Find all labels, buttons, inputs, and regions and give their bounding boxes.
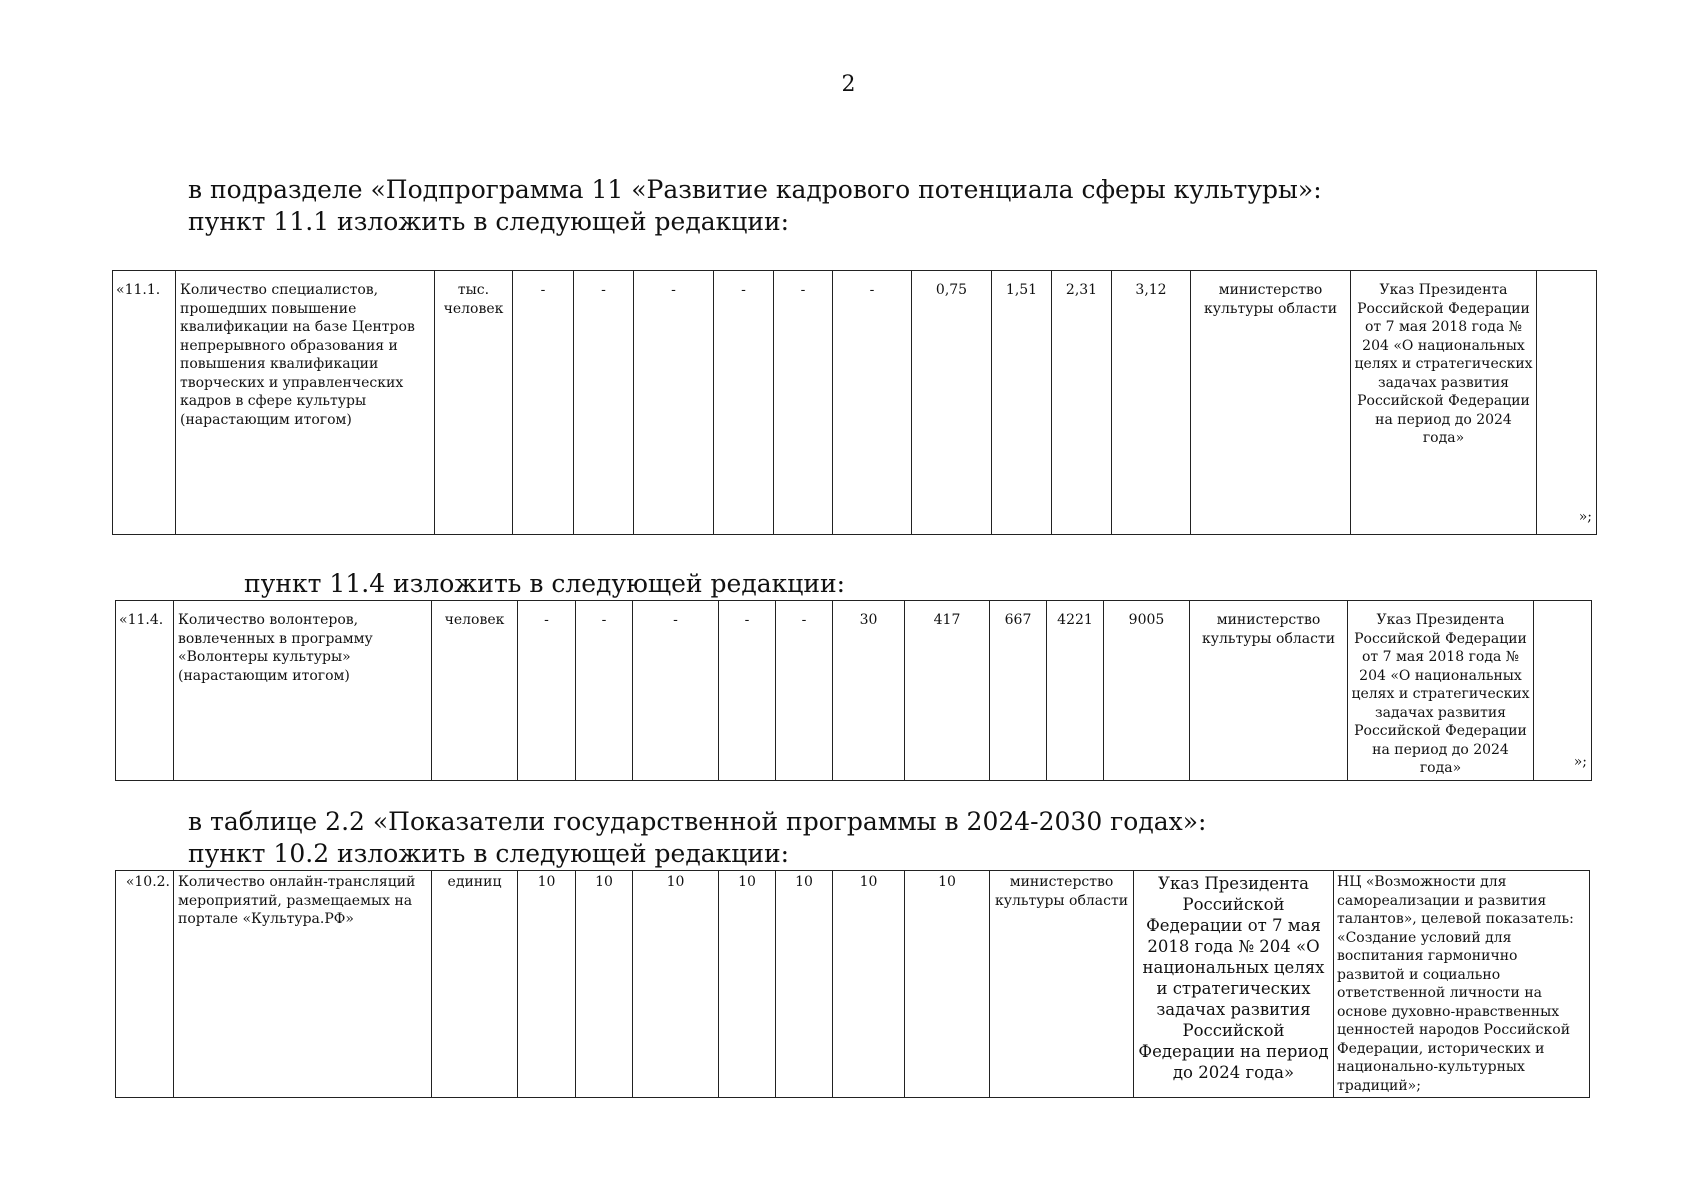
indicator-name: Количество волонтеров, вовлеченных в программу «Волонтеры культуры» (нарастающим итогом): [174, 601, 432, 781]
value-cell: 3,12: [1112, 271, 1191, 535]
value-cell: 10: [576, 871, 633, 1098]
indicator-name: Количество онлайн-трансляций мероприятий, размещаемых на портале «Культура.РФ»: [174, 871, 432, 1098]
page-number: 2: [841, 72, 856, 97]
basis-cell: Указ Президента Российской Федерации от 7 мая 2018 года № 204 «О национальных целях и стратегических задачах развития Российской Федерации на период до 2024 года»: [1351, 271, 1537, 535]
value-cell: 1,51: [992, 271, 1052, 535]
responsible-cell: министерство культуры области: [1190, 601, 1348, 781]
value-cell: -: [633, 601, 719, 781]
value-cell: 4221: [1047, 601, 1104, 781]
section3-subheading: пункт 10.2 изложить в следующей редакции:: [188, 839, 790, 868]
table-item-11-1: [112, 270, 1597, 535]
value-cell: -: [719, 601, 776, 781]
value-cell: -: [634, 271, 714, 535]
basis-cell: Указ Президента Российской Федерации от 7 мая 2018 года № 204 «О национальных целях и стратегических задачах развития Российской Федерации на период до 2024 года»: [1134, 871, 1334, 1098]
value-cell: 0,75: [912, 271, 992, 535]
item-number: «11.1.: [113, 271, 176, 535]
table-item-10-2: [115, 870, 1590, 1098]
closing-quote: »;: [1578, 508, 1592, 525]
goal-cell: НЦ «Возможности для самореализации и развития талантов», целевой показатель: «Создание условий для воспитания гармонично развитой и социально ответственной личности на основе духовно-нравственных ценностей народов Российской Федерации, исторических и национально-культурных традиций»;: [1334, 871, 1590, 1098]
basis-cell: Указ Президента Российской Федерации от 7 мая 2018 года № 204 «О национальных целях и стратегических задачах развития Российской Федерации на период до 2024 года»: [1348, 601, 1534, 781]
value-cell: -: [833, 271, 912, 535]
table-row: [116, 601, 1592, 781]
closing-cell: [1534, 601, 1592, 781]
value-cell: 10: [776, 871, 833, 1098]
value-cell: -: [776, 601, 833, 781]
value-cell: 30: [833, 601, 905, 781]
value-cell: -: [714, 271, 774, 535]
value-cell: -: [774, 271, 833, 535]
value-cell: 10: [833, 871, 905, 1098]
value-cell: 9005: [1104, 601, 1190, 781]
closing-cell: [1537, 271, 1597, 535]
value-cell: 10: [719, 871, 776, 1098]
value-cell: -: [574, 271, 634, 535]
section3-heading: в таблице 2.2 «Показатели государственной программы в 2024-2030 годах»:: [188, 807, 1207, 836]
value-cell: 2,31: [1052, 271, 1112, 535]
responsible-cell: министерство культуры области: [990, 871, 1134, 1098]
value-cell: 10: [633, 871, 719, 1098]
unit-cell: единиц: [432, 871, 518, 1098]
table-item-11-4: [115, 600, 1592, 781]
value-cell: -: [513, 271, 574, 535]
value-cell: 667: [990, 601, 1047, 781]
section1-subheading: пункт 11.1 изложить в следующей редакции:: [188, 207, 790, 236]
section1-heading: в подразделе «Подпрограмма 11 «Развитие кадрового потенциала сферы культуры»:: [188, 175, 1322, 204]
responsible-cell: министерство культуры области: [1191, 271, 1351, 535]
section2-heading: пункт 11.4 изложить в следующей редакции:: [244, 569, 846, 598]
value-cell: 417: [905, 601, 990, 781]
value-cell: -: [576, 601, 633, 781]
table-row: [113, 271, 1597, 535]
item-number: «10.2.: [116, 871, 174, 1098]
closing-quote: »;: [1573, 754, 1587, 770]
table-row: [116, 871, 1590, 1098]
indicator-name: Количество специалистов, прошедших повышение квалификации на базе Центров непрерывного образования и повышения квалификации творческих и управленческих кадров в сфере культуры (нарастающим итогом): [176, 271, 435, 535]
unit-cell: человек: [432, 601, 518, 781]
unit-cell: тыс. человек: [435, 271, 513, 535]
value-cell: -: [518, 601, 576, 781]
item-number: «11.4.: [116, 601, 174, 781]
value-cell: 10: [518, 871, 576, 1098]
value-cell: 10: [905, 871, 990, 1098]
